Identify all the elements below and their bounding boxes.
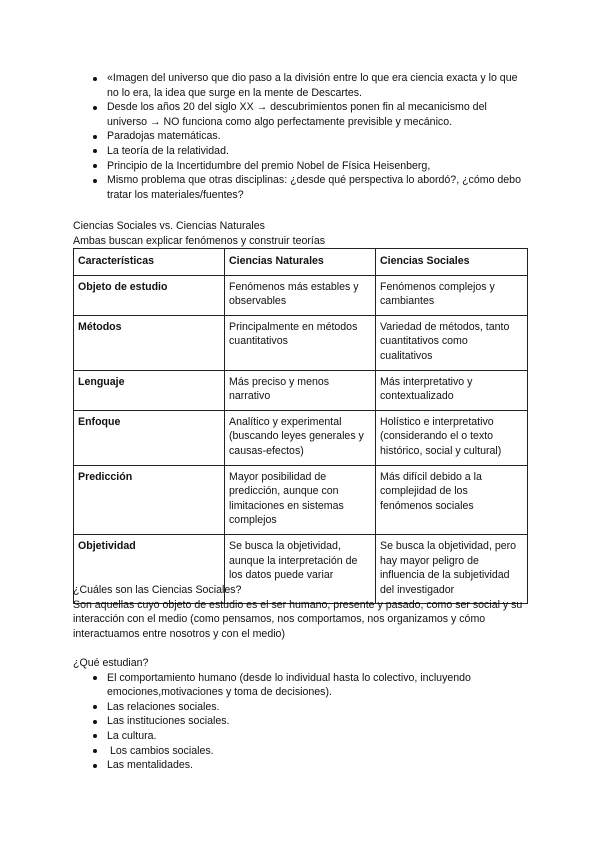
definition-section [73,583,533,641]
table-cell: Lenguaje [74,370,225,410]
table-cell: Fenómenos más estables y observables [225,275,376,315]
table-cell: Variedad de métodos, tanto cuantitativos como cualitativos [376,315,528,370]
comparison-subtitle: Ambas buscan explicar fenómenos y construir teorías [73,234,326,247]
table-header: Ciencias Naturales [225,249,376,276]
table-cell: Más preciso y menos narrativo [225,370,376,410]
table-cell: Objeto de estudio [74,275,225,315]
study-section [73,656,528,773]
comparison-table [73,248,528,604]
table-cell: Predicción [74,465,225,534]
list-item: Paradojas matemáticas. [73,129,528,144]
list-item: Las mentalidades. [73,758,528,773]
list-item: La cultura. [73,729,528,744]
table-cell: Objetividad [74,534,225,603]
table-cell: Fenómenos complejos y cambiantes [376,275,528,315]
table-cell: Más difícil debido a la complejidad de los fenómenos sociales [376,465,528,534]
table-cell: Se busca la objetividad, aunque la interpretación de los datos puede variar [225,534,376,603]
table-cell: Se busca la objetividad, pero hay mayor peligro de influencia de la subjetividad del investigador [376,534,528,603]
intro-section [73,71,528,202]
list-item: Las instituciones sociales. [73,714,528,729]
list-item: Las relaciones sociales. [73,700,528,715]
list-item: Mismo problema que otras disciplinas: ¿desde qué perspectiva lo abordó?, ¿cómo debo tratar los materiales/fuentes? [73,173,528,202]
list-item: La teoría de la relatividad. [73,144,528,159]
study-bullet-list [73,671,528,773]
table-row [74,410,528,465]
table-cell: Métodos [74,315,225,370]
table-cell: Enfoque [74,410,225,465]
list-item: Principio de la Incertidumbre del premio Nobel de Física Heisenberg, [73,159,528,174]
table-header-row [74,249,528,276]
definition-text: Son aquellas cuyo objeto de estudio es el ser humano, presente y pasado, como ser social y su interacción con el medio (como pensamos, nos comportamos, nos organizamos y cómo interactuamos entre nosotros y con el medio) [73,598,523,640]
comparison-heading [73,219,533,248]
table-header: Ciencias Sociales [376,249,528,276]
table-cell: Más interpretativo y contextualizado [376,370,528,410]
table-cell: Analítico y experimental (buscando leyes generales y causas-efectos) [225,410,376,465]
table-header: Características [74,249,225,276]
table-row [74,465,528,534]
table-cell: Mayor posibilidad de predicción, aunque con limitaciones en sistemas complejos [225,465,376,534]
table-cell: Holístico e interpretativo (considerando el o texto histórico, social y cultural) [376,410,528,465]
table-row [74,275,528,315]
list-item: «Imagen del universo que dio paso a la división entre lo que era ciencia exacta y lo que no lo era, la idea que surge en la mente de Descartes. [73,71,528,100]
table-cell: Principalmente en métodos cuantitativos [225,315,376,370]
comparison-title: Ciencias Sociales vs. Ciencias Naturales [73,220,265,232]
table-row [74,370,528,410]
list-item: Desde los años 20 del siglo XX → descubrimientos ponen fin al mecanicismo del universo → NO funciona como algo perfectamente previsible y mecánico. [73,100,528,129]
study-question: ¿Qué estudian? [73,657,149,669]
list-item: El comportamiento humano (desde lo individual hasta lo colectivo, incluyendo emociones,motivaciones y toma de decisiones). [73,671,528,700]
list-item: Los cambios sociales. [73,744,528,759]
intro-bullet-list [73,71,528,202]
table-row [74,315,528,370]
definition-question: ¿Cuáles son las Ciencias Sociales? [73,584,242,596]
